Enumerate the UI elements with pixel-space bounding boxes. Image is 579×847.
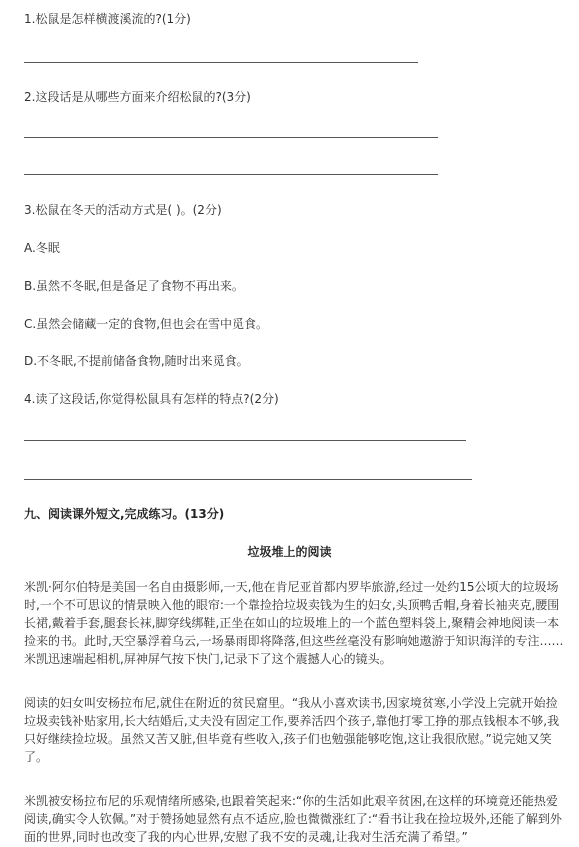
section-heading: 九、阅读课外短文,完成练习。(13分) (24, 507, 225, 521)
question-1: 1.松鼠是怎样横渡溪流的?(1分) (24, 12, 191, 26)
option-d[interactable]: D.不冬眠,不提前储备食物,随时出来觅食。 (24, 354, 249, 368)
question-4: 4.读了这段话,你觉得松鼠具有怎样的特点?(2分) (24, 392, 279, 406)
passage-paragraph-2: 阅读的妇女叫安杨拉布尼,就住在附近的贫民窟里。“我从小喜欢读书,因家境贫寒,小学没上完就开始捡垃圾卖钱补贴家用,长大结婚后,丈夫没有固定工作,要养活四个孩子,靠他打零工挣的那点钱根本不够,我只好继续捡垃圾。虽然又苦又脏,但毕竟有些收入,孩子们也勉强能够吃饱,这让我很欣慰。”说完她又笑了。 (24, 696, 560, 764)
question-2: 2.这段话是从哪些方面来介绍松鼠的?(3分) (24, 90, 251, 104)
answer-line-1[interactable] (24, 62, 418, 63)
option-a[interactable]: A.冬眠 (24, 241, 60, 255)
option-c[interactable]: C.虽然会储藏一定的食物,但也会在雪中觅食。 (24, 317, 269, 331)
answer-line-4b[interactable] (24, 479, 472, 480)
answer-line-4a[interactable] (24, 440, 466, 441)
question-3: 3.松鼠在冬天的活动方式是( )。(2分) (24, 203, 222, 217)
answer-line-2b[interactable] (24, 174, 438, 175)
passage-paragraph-3: 米凯被安杨拉布尼的乐观情绪所感染,也跟着笑起来:“你的生活如此艰辛贫困,在这样的环境竟还能热爱阅读,确实令人钦佩。”对于赞扬她显然有点不适应,脸也微微涨红了:“看书让我在捡垃圾外,还能了解到外面的世界,同时也改变了我的内心世界,安慰了我不安的灵魂,让我对生活充满了希望。” (24, 794, 562, 844)
passage-title: 垃圾堆上的阅读 (247, 545, 332, 559)
option-b[interactable]: B.虽然不冬眠,但是备足了食物不再出来。 (24, 279, 244, 293)
answer-line-2a[interactable] (24, 137, 438, 138)
passage-paragraph-1: 米凯·阿尔伯特是美国一名自由摄影师,一天,他在肯尼亚首都内罗毕旅游,经过一处约15公顷大的垃圾场时,一个不可思议的情景映入他的眼帘:一个靠捡拾垃圾卖钱为生的妇女,头顶鸭舌帽,身着长袖夹克,腰围长裙,戴着手套,腿套长袜,脚穿线绑鞋,正坐在如山的垃圾堆上的一个蓝色塑料袋上,聚精会神地阅读一本捡来的书。此时,天空暴浮着乌云,一场暴雨即将降落,但这些丝毫没有影响她遨游于知识海洋的专注……米凯迅速端起相机,屏神屏气按下快门,记录下了这个震撼人心的镜头。 (24, 580, 564, 666)
